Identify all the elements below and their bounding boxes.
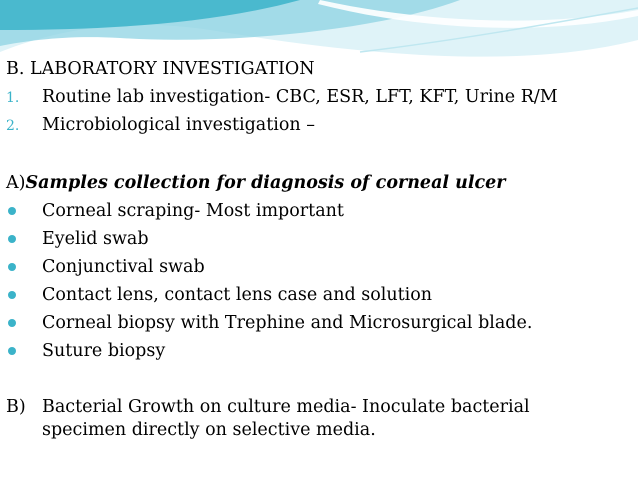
item-text: Routine lab investigation- CBC, ESR, LFT, KFT, Urine R/M [42,87,558,107]
bullet-text: Contact lens, contact lens case and solution [42,285,433,305]
section-a-title: Samples collection for diagnosis of corneal ulcer [25,173,506,193]
bullet-dot [8,235,16,243]
bullet-text: Suture biopsy [42,341,166,361]
bullet-text: Corneal biopsy with Trephine and Microsurgical blade. [42,313,533,333]
section-heading: B. LABORATORY INVESTIGATION [6,59,315,79]
section-b-prefix: B) [6,397,26,417]
section-b-line2: specimen directly on selective media. [42,420,376,440]
bullet-dot [8,263,16,271]
bullet-dot [8,347,16,355]
bullet-text: Conjunctival swab [42,257,205,277]
bullet-text: Eyelid swab [42,229,149,249]
item-text: Microbiological investigation – [42,115,315,135]
bullet-dot [8,319,16,327]
bullet-dot [8,207,16,215]
item-number: 1. [6,90,20,106]
bullet-text: Corneal scraping- Most important [42,201,344,221]
section-b-line1: Bacterial Growth on culture media- Inoculate bacterial [42,397,530,417]
section-a-prefix: A) [6,173,26,193]
bullet-dot [8,291,16,299]
section-a-heading [6,172,506,194]
item-number: 2. [6,118,20,134]
